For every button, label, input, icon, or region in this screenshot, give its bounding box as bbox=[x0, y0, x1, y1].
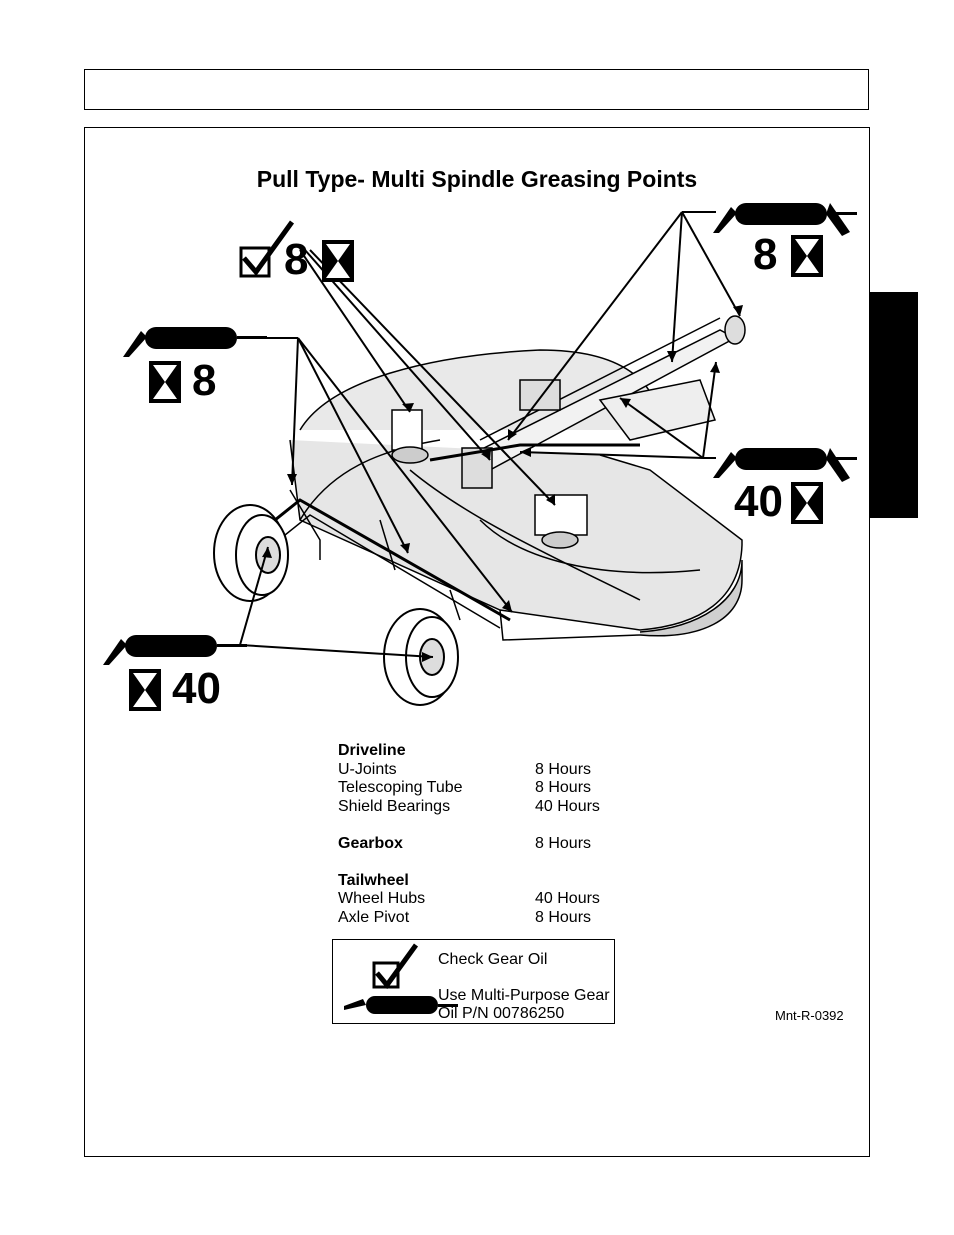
gearbox-hours: 8 bbox=[284, 235, 309, 284]
left-top-hours: 8 bbox=[192, 356, 217, 405]
shield-hours: 40 bbox=[734, 477, 783, 526]
schedule-row: Shield Bearings 40 Hours bbox=[338, 797, 600, 815]
check-gear-oil-label: Check Gear Oil bbox=[438, 951, 548, 968]
tailwheel-heading: Tailwheel bbox=[338, 871, 409, 889]
schedule-row: Telescoping Tube 8 Hours bbox=[338, 779, 592, 796]
gearbox-heading: Gearbox bbox=[338, 834, 403, 852]
wheel-hours: 40 bbox=[172, 664, 221, 713]
driveline-heading: Driveline bbox=[338, 742, 406, 759]
schedule-row: Axle Pivot 8 Hours bbox=[338, 908, 592, 926]
driveline-top-hours: 8 bbox=[753, 230, 778, 279]
schedule-row: U-Joints 8 Hours bbox=[338, 760, 592, 778]
schedule-row: Wheel Hubs 40 Hours bbox=[338, 890, 600, 907]
grease-label: Use Multi-Purpose Gear Oil P/N 00786250 bbox=[438, 987, 610, 1022]
figure-code: Mnt-R-0392 bbox=[775, 1008, 844, 1023]
legend-box bbox=[332, 939, 615, 1024]
page-title: Pull Type- Multi Spindle Greasing Points bbox=[256, 166, 698, 192]
grease-schedule: Driveline U-Joints 8 Hours Telescoping Tube 8 Hours Shield Bearings 40 Hours Gearbox 8 Hours Tailwheel Wheel Hubs 40 Hours Axle Pivot 8 Hours bbox=[338, 742, 600, 926]
